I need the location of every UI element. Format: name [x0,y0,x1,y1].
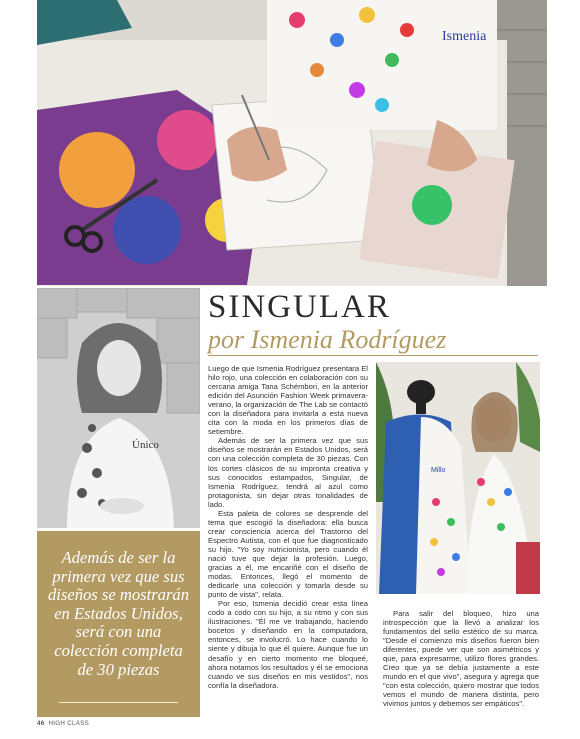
paragraph: Para salir del bloqueo, hizo una introspección que la llevó a analizar los fundamentos del sello estético de su marca. "Desde el comienzo mis diseños fueron bien diferentes, puede ver que son asimétricos y que, para expresarme, utilizo flores grandes. Creo que ya se debía justamente a este mundo en el que vivo", asegura y agrega que "con esta colección, quiero mostrar que todos vemos el mundo de manera distinta, pero vivimos juntos y debemos ser empáticos". [383,609,539,709]
pull-quote-rule [59,702,178,703]
portrait-photo [37,288,200,528]
page-number: 46 [37,720,45,727]
title-divider [208,355,538,356]
paragraph: Por eso, Ismenia decidió crear esta línea codo a codo con su hijo, a su ritmo y con sus ilustraciones. "Él me ve trabajando, haciendo bocetos y diseñando en la computadora, entonces, se involucró. Lo hace cuando lo siente y dibuja lo que él quiere. Aunque fue un desafío y en cierto momento me bloqueé, ahora notamos los resultados y él se emociona cuando ve sus diseños en mis vestidos", nos confía la diseñadora. [208,599,368,690]
hero-photo [37,0,547,286]
portrait-shirt-lettering: Único [132,439,159,451]
article-column-1 [208,364,368,690]
hero-shirt-lettering: Ismenia [442,29,487,44]
pull-quote-text: Además de ser la primera vez que sus diseños se mostrarán en Estados Unidos, será con una colección completa de 30 piezas [47,548,190,679]
mannequin-photo [376,362,540,594]
scarf-lettering: Millo [431,467,446,474]
page-footer [37,720,89,727]
article-subtitle: por Ismenia Rodríguez [208,325,447,354]
paragraph: Además de ser la primera vez que sus diseños se mostrarán en Estados Unidos, será con una colección completa de 30 piezas. Con los cortes clásicos de su impronta creativa y sus conocidos estampados, Singular, de Ismenia Rodríguez, tendrá al azul como protagonista, sin dejar otras tonalidades de lado. [208,436,368,509]
paragraph: Esta paleta de colores se desprende del tema que escogió la diseñadora: ella busca crear consciencia acerca del Trastorno del Espectro Autista, con el que fue diagnosticado su hijo. "Yo soy nutricionista, pero cuando él nació tuve que dejar la profesión. Luego, gracias a él, me encariñé con el diseño de modas. Entonces, llegó el momento de dedicarle una colección y tomarla desde su punto de vista", relata. [208,508,368,600]
article-title: SINGULAR [208,289,391,325]
magazine-name: HIGH CLASS [48,720,89,727]
paragraph: Luego de que Ismenia Rodríguez presentara El hilo rojo, una colección en colaboración con su cercana amiga Tana Schémbori, en la anterior edición del Asunción Fashion Week primavera-verano, la organización de The Lab se contactó con la diseñadora para invitarla a esta nueva cita con la moda en los primeros días de setiembre. [208,364,368,437]
pull-quote [37,531,200,717]
article-column-2 [383,609,539,709]
